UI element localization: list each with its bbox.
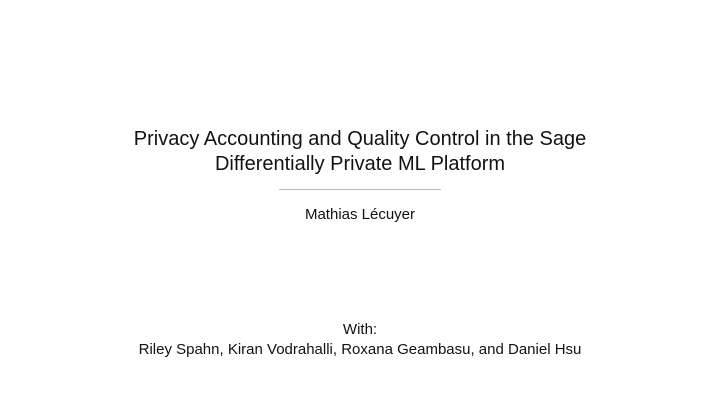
title-divider xyxy=(279,189,441,190)
coauthors-block xyxy=(40,320,680,360)
slide-title-line-2: Differentially Private ML Platform xyxy=(214,153,506,175)
slide-title-line-1: Privacy Accounting and Quality Control in the Sage xyxy=(133,128,587,150)
coauthors-list: Riley Spahn, Kiran Vodrahalli, Roxana Geambasu, and Daniel Hsu xyxy=(138,341,582,358)
with-label: With: xyxy=(342,321,378,338)
presenter-name: Mathias Lécuyer xyxy=(304,206,416,223)
slide-title xyxy=(60,127,660,177)
